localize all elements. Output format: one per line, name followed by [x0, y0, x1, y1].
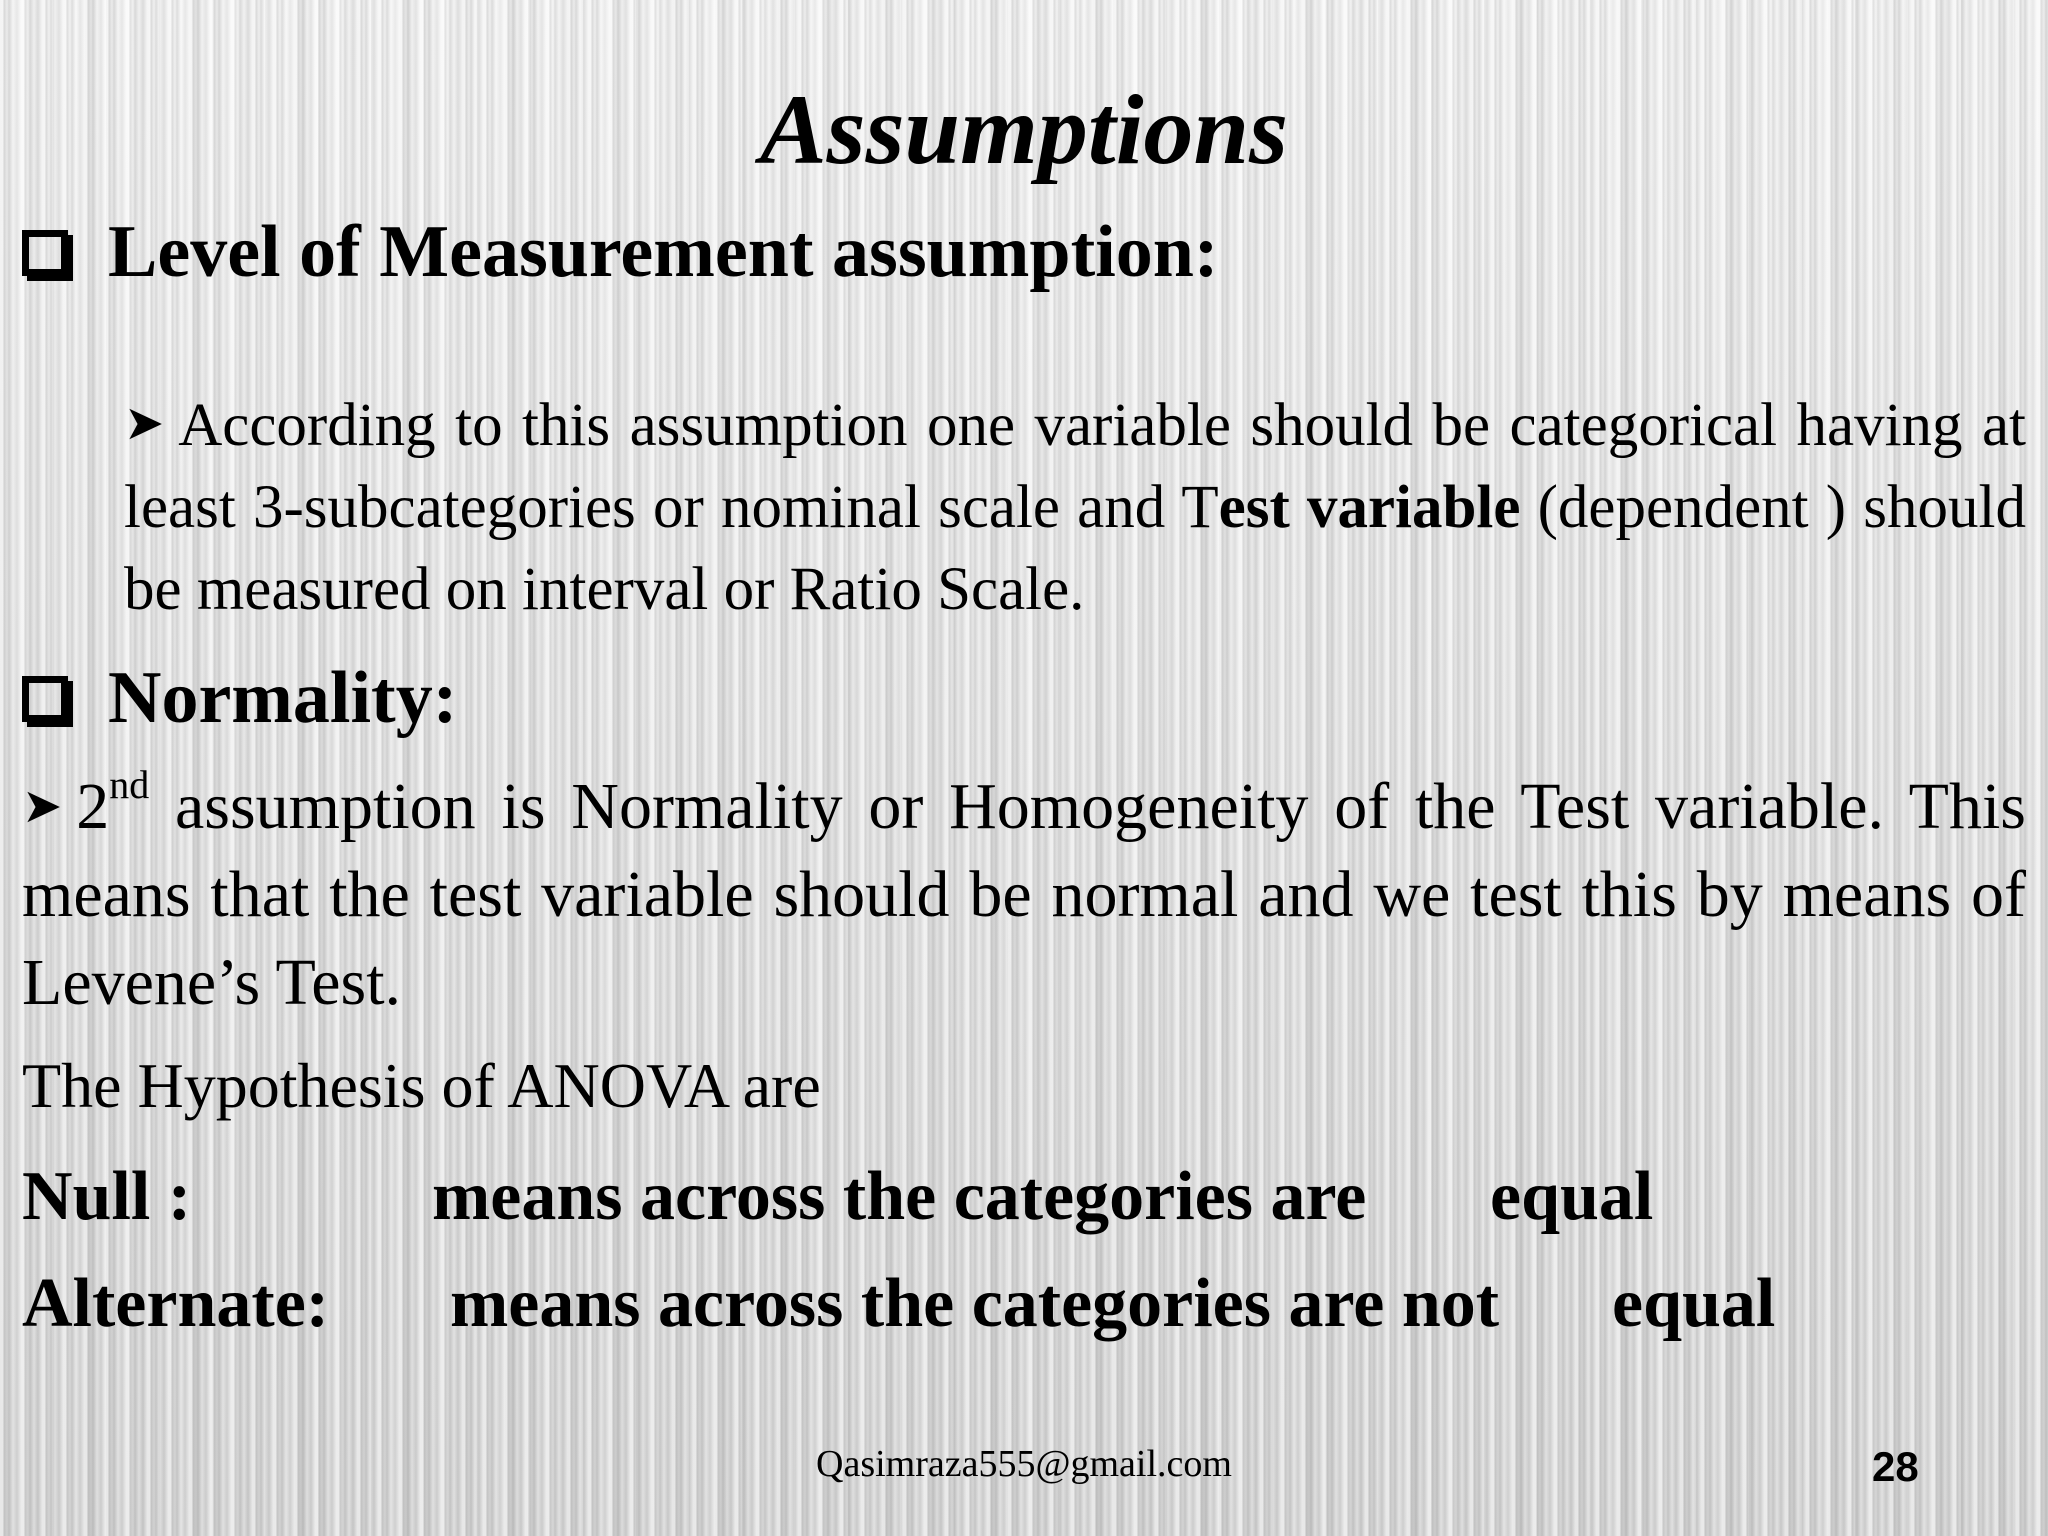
footer-email: Qasimraza555@gmail.com: [816, 1443, 1232, 1485]
page-number: 28: [1872, 1443, 1919, 1490]
bullet-normality: [22, 762, 2026, 1027]
bullet-superscript: nd: [109, 762, 150, 807]
bullet-level-of-measurement: [124, 382, 2026, 631]
null-equal: equal: [1490, 1158, 1654, 1235]
bullet-text: assumption is Normality or Homogeneity of the Test variable. This means that the test variable should be normal and we test this by means of Levene’s Test.: [22, 770, 2026, 1019]
section-heading-label: Normality:: [108, 657, 458, 739]
section-heading-level-of-measurement: [22, 212, 1219, 293]
hypothesis-intro: The Hypothesis of ANOVA are: [22, 1050, 821, 1121]
slide-title: Assumptions: [759, 74, 1289, 185]
alternate-text: means across the categories are not: [450, 1265, 1500, 1342]
alternate-label: Alternate:: [22, 1265, 330, 1342]
arrow-bullet-icon: ➤: [22, 778, 63, 834]
bullet-text-part2: (dependent ) should be measured on interval or Ratio Scale.: [124, 474, 2026, 623]
checkbox-icon: [22, 676, 68, 722]
arrow-bullet-icon: ➤: [124, 395, 165, 451]
section-heading-normality: [22, 658, 457, 739]
bullet-number: 2: [76, 770, 110, 843]
bullet-text-bold: est variable: [1218, 474, 1521, 541]
bullet-text-part1: According to this assumption one variable should be categorical having at least 3-subcategories or nominal scale and T: [124, 392, 2026, 541]
null-label: Null :: [22, 1158, 192, 1235]
checkbox-icon: [22, 230, 68, 276]
section-heading-label: Level of Measurement assumption:: [108, 211, 1219, 293]
alternate-equal: equal: [1612, 1265, 1776, 1342]
null-text: means across the categories are: [432, 1158, 1367, 1235]
